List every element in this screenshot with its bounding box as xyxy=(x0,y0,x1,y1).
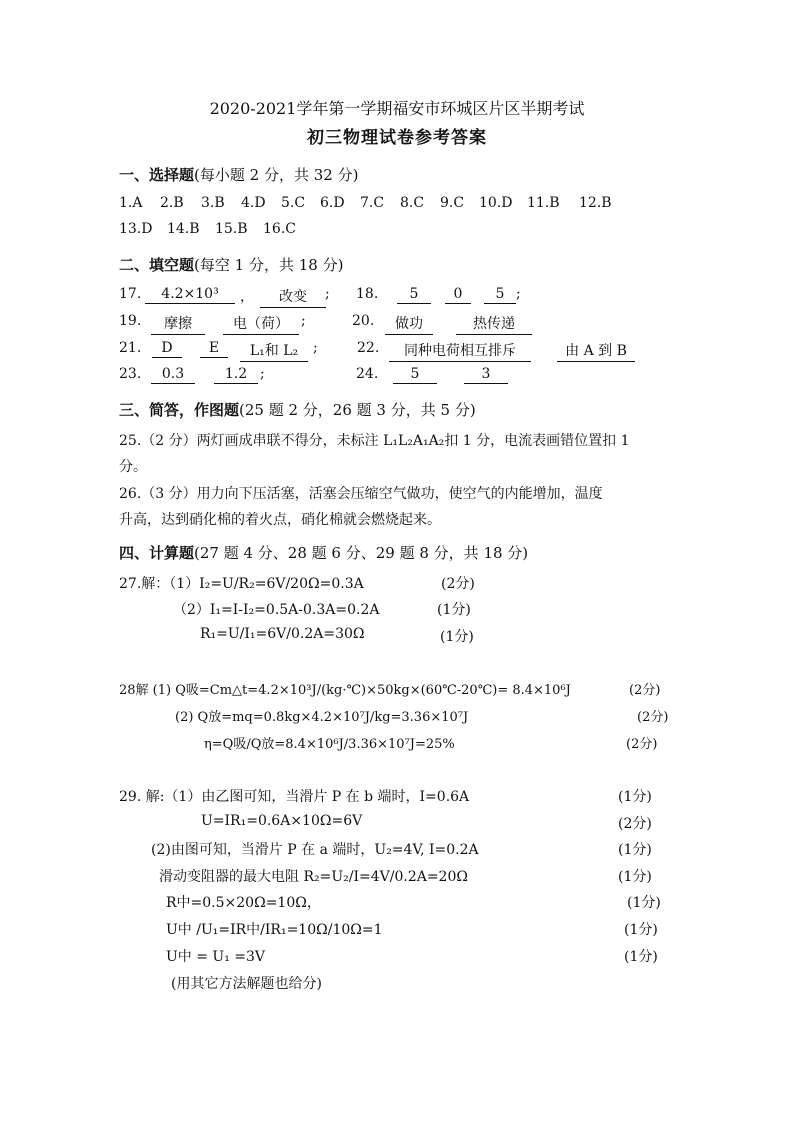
answer-key-title: 初三物理试卷参考答案 xyxy=(307,128,487,148)
q27-step2-score: (1分) xyxy=(437,602,471,618)
q28-step1-text: 28解 (1) Q吸=Cm△t=4.2×10³J/(kg·℃)×50kg×(60℃-20℃)= 8.4×10⁶J xyxy=(119,683,571,698)
section4-note: (27 题 4 分、28 题 6 分、29 题 8 分，共 18 分) xyxy=(194,544,529,562)
q20-answer2: 热传递 xyxy=(456,313,532,335)
q20-answer1: 做功 xyxy=(385,313,433,335)
q29-step3-text: (2)由图可知，当滑片 P 在 a 端时，U₂=4V, I=0.2A xyxy=(151,842,479,858)
section3-header xyxy=(119,403,476,418)
q22-number: 22. xyxy=(357,340,380,356)
q23-number: 23. xyxy=(119,366,142,382)
q21-number: 21. xyxy=(119,340,142,356)
q25-line1: 25.（2 分）两灯画成串联不得分，未标注 L₁L₂A₁A₂扣 1 分，电流表画错位置扣 1 xyxy=(119,433,630,449)
q28-step2-score: (2分) xyxy=(637,710,669,725)
section1-note: (每小题 2 分，共 32 分) xyxy=(194,166,359,184)
exam-title: 2020-2021学年第一学期福安市环城区片区半期考试 xyxy=(209,99,585,118)
q19-number: 19. xyxy=(119,313,142,329)
q24-number: 24. xyxy=(356,366,379,382)
mc-answer: 11.B xyxy=(527,195,560,211)
q26-line1: 26.（3 分）用力向下压活塞，活塞会压缩空气做功，使空气的内能增加，温度 xyxy=(119,486,603,502)
q28-step1-score: (2分) xyxy=(629,683,661,698)
q18-answer2: 0 xyxy=(445,286,471,304)
q29-step7-score: (1分) xyxy=(624,949,658,965)
mc-answer: 9.C xyxy=(440,195,465,211)
mc-answer: 10.D xyxy=(479,195,513,211)
alternative-method-note: (用其它方法解题也给分) xyxy=(171,976,322,992)
q18-answer3: 5 xyxy=(484,286,516,304)
q29-step3-score: (1分) xyxy=(618,842,652,858)
q29-step7-text: U中 = U₁ =3V xyxy=(166,949,266,965)
mc-answer: 5.C xyxy=(281,195,306,211)
q29-step1-score: (1分) xyxy=(618,789,652,805)
section4-header xyxy=(119,546,528,561)
q21-answer1: D xyxy=(152,340,182,358)
section3-note: (25 题 2 分，26 题 3 分，共 5 分) xyxy=(239,401,476,419)
q24-answer2: 3 xyxy=(464,366,508,384)
q27-step1-text: 27.解：（1）I₂=U/R₂=6V/20Ω=0.3A xyxy=(119,576,364,592)
q28-step2-text: (2) Q放=mq=0.8kg×4.2×10⁷J/kg=3.36×10⁷J xyxy=(175,710,469,725)
section1-heading: 一、选择题 xyxy=(119,166,195,184)
mc-answer: 7.C xyxy=(360,195,385,211)
mc-answer: 8.C xyxy=(400,195,425,211)
mc-answer: 4.D xyxy=(241,195,266,211)
section2-heading: 二、填空题 xyxy=(119,256,195,274)
q17-number: 17. xyxy=(119,286,142,302)
q24-answer1: 5 xyxy=(393,366,437,384)
mc-answer: 13.D xyxy=(119,221,153,237)
mc-answer: 12.B xyxy=(579,195,612,211)
q17-answer2: 改变 xyxy=(260,286,326,308)
q22-answer2: 由 A 到 B xyxy=(557,340,635,362)
section4-heading: 四、计算题 xyxy=(119,544,195,562)
q19-answer2: 电（荷） xyxy=(223,313,299,335)
mc-answer: 2.B xyxy=(160,195,184,211)
q28-step3-text: η=Q吸/Q放=8.4×10⁶J/3.36×10⁷J=25% xyxy=(204,737,455,752)
section2-note: (每空 1 分，共 18 分) xyxy=(194,256,344,274)
q29-step2-score: (2分) xyxy=(618,816,652,832)
mc-answer: 3.B xyxy=(201,195,225,211)
q28-step3-score: (2分) xyxy=(626,737,658,752)
q29-step6-score: (1分) xyxy=(624,922,658,938)
q17-answer1: 4.2×10³ xyxy=(145,286,235,304)
q29-step2-text: U=IR₁=0.6A×10Ω=6V xyxy=(201,813,363,829)
q29-step4-score: (1分) xyxy=(618,869,652,885)
q19-answer1: 摩擦 xyxy=(151,313,205,335)
mc-answer: 16.C xyxy=(263,221,296,237)
section3-heading: 三、简答，作图题 xyxy=(119,401,240,419)
mc-answer: 6.D xyxy=(320,195,345,211)
q23-answer2: 1.2 xyxy=(214,366,258,384)
q22-answer1: 同种电荷相互排斥 xyxy=(389,340,531,362)
q29-step1-text: 29. 解:（1）由乙图可知，当滑片 P 在 b 端时，I=0.6A xyxy=(119,789,470,805)
q26-line2: 升高，达到硝化棉的着火点，硝化棉就会燃烧起来。 xyxy=(119,512,441,528)
mc-answer: 1.A xyxy=(119,195,143,211)
q21-answer2: E xyxy=(200,340,228,358)
q18-answer1: 5 xyxy=(397,286,431,304)
q23-answer1: 0.3 xyxy=(151,366,195,384)
mc-answer: 15.B xyxy=(215,221,248,237)
q29-step5-score: (1分) xyxy=(627,895,661,911)
q29-step4-text: 滑动变阻器的最大电阻 R₂=U₂/I=4V/0.2A=20Ω xyxy=(159,869,468,885)
q27-step2-text: （2）I₁=I-I₂=0.5A-0.3A=0.2A xyxy=(173,602,380,618)
q27-step3-text: R₁=U/I₁=6V/0.2A=30Ω xyxy=(200,626,365,642)
q21-answer3: L₁和 L₂ xyxy=(240,340,308,362)
mc-answer: 14.B xyxy=(167,221,200,237)
q27-step1-score: (2分) xyxy=(441,576,475,592)
section1-header xyxy=(119,168,358,183)
q29-step6-text: U中 /U₁=IR中/IR₁=10Ω/10Ω=1 xyxy=(166,922,383,938)
q20-number: 20. xyxy=(352,313,375,329)
section2-header xyxy=(119,258,343,273)
q29-step5-text: R中=0.5×20Ω=10Ω， xyxy=(166,895,321,911)
q25-line2: 分。 xyxy=(119,459,147,475)
q18-number: 18. xyxy=(356,286,379,302)
q27-step3-score: (1分) xyxy=(440,629,474,645)
